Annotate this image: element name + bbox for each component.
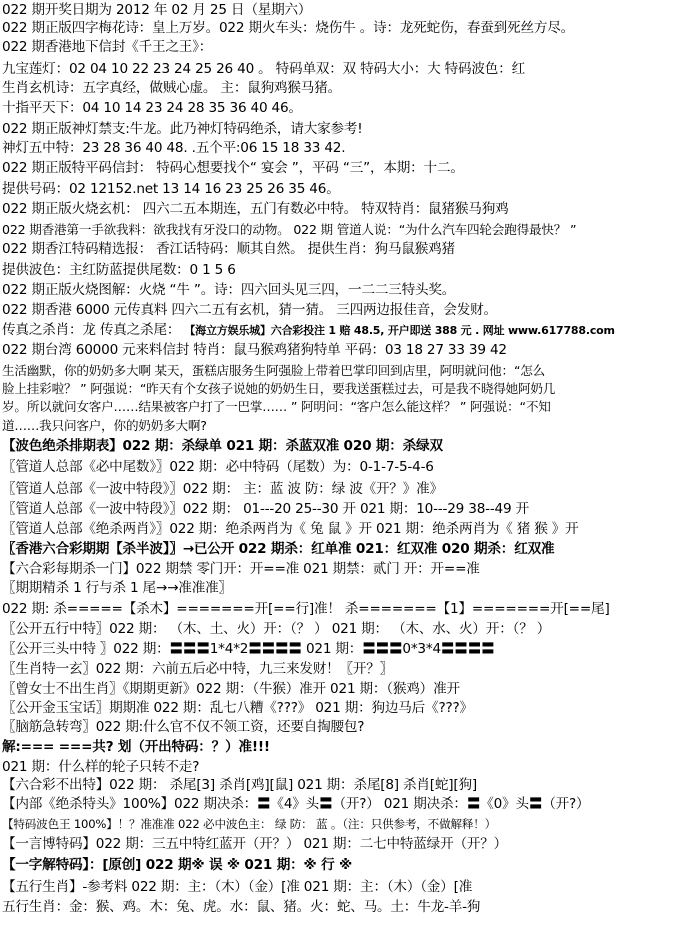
provided-numbers-line: 提供号码：02 12152.net 13 14 16 23 25 26 35 46。 [2,181,340,197]
humor-line-2: 脸上挂彩啦？ ” 阿强说：“昨天有个女孩子说她的奶奶生日，要我送蛋糕过去，可是我不晓得她阿奶几 [2,381,556,396]
no-special-line: 【六合彩不出特】022 期： 杀尾[3] 杀肖[鸡][鼠] 021 期：杀尾[8] 杀肖[蛇][狗] [2,777,478,793]
five-element-zodiac-line: 【五行生肖】-参考料 022 期：主：（木）（金）[准 021 期：主：（木）（金）[准 [2,879,473,895]
jade-words-line: 〖公开金玉宝话〗期期准 022 期：乱七八糟《???》 021 期：狗边马后《???》 [2,700,473,716]
zodiac-mystery-line: 〖生肖特一玄〗022 期：六前五后必中特，九三来发财！〖开？〗 [2,661,394,677]
ms-zeng-line: 〖曾女士不出生肖〗《期期更新》022 期：（牛猴）准开 021 期：（猴鸡）准开 [2,681,460,697]
humor-line-4: 道……我只问客户，你的奶奶多大啊? [2,418,207,433]
ten-finger-line: 十指平天下：04 10 14 23 24 28 35 36 40 46。 [2,100,302,116]
fire-mystery-line: 022 期正版火烧玄机： 四六二五本期连，五门有数必中特。 特双特肖：鼠猪猴马狗鸡 [2,201,509,217]
hk-first-hand-line: 022 期香港第一手欲我料：欲我找有牙没口的动物。 022 期 管道人说：“为什么汽车四轮会跑得最快？ ” [2,222,577,237]
kill-two-line: 〖管道人总部《绝杀两肖》〗022 期：绝杀两肖为《 兔 鼠 》开 021 期：绝杀两肖为《 猪 猴 》开 [2,521,579,537]
taiwan-envelope-line: 022 期台湾 60000 元来料信封 特肖：鼠马猴鸡猪狗特单 平码：03 18 27 33 39 42 [2,342,507,358]
wave-king-line: 【特码波色王 100%】！？准准准 022 必中波色主： 绿 防： 蓝 。（注：只供参考，不做解释！） [2,817,497,831]
brain-teaser-line: 〖脑筋急转弯〗022 期:什么官不仅不领工资，还要自掏腰包? [2,719,365,735]
flat-code-envelope-line: 022 期正版特平码信封： 特码心想要找个“ 宴会 ”，平码 “三”，本期：十二。 [2,160,464,176]
one-wave-line: 〖管道人总部《一波中特段》〗022 期： 主：蓝 波 防：绿 波《开？》准》 [2,481,443,497]
lamp-ban-line: 022 期正版神灯禁支:牛龙。此乃神灯特码绝杀，请大家参考! [2,121,363,137]
half-wave-line: 〖香港六合彩期期【杀半波】〗→已公开 022 期杀：红单准 021：红双准 020 期杀：红双准 [2,541,555,557]
lamp-five-line: 神灯五中特：23 28 36 40 48. .五个平:06 15 18 33 42. [2,140,346,156]
nine-lamp-line: 九宝莲灯：02 04 10 22 23 24 25 26 40 。 特码单双：双 特码大小：大 特码波色：红 [2,61,525,77]
fax-kill-text: 传真之杀肖：龙 传真之杀尾： [2,322,181,338]
three-head-line: 〖公开三头中特 〗022 期：〓〓〓1*4*2〓〓〓〓 021 期：〓〓〓0*3*4〓〓〓〓 [2,641,495,657]
humor-line-3: 岁。所以就问女客户……结果被客户打了一巴掌…… ” 阿明问：“客户怎么能这样？ ” 阿强说：“不知 [2,399,551,414]
fax-kill-line [2,322,686,339]
one-char-line: 【一字解特码】：[原创] 022 期※ 误 ※ 021 期：※ 行 ※ [2,857,353,873]
kill-wood-line: 022 期: 杀=====【杀木】=======开[==行]准！ 杀=======【1】=======开[==尾] [2,601,610,617]
zodiac-poem-line: 生肖玄机诗：五字真经，做贼心虚。 主：鼠狗鸡猴马猪。 [2,80,341,96]
kill-row-tail-line: 〖期期精杀 1 行与杀 1 尾→→准准准〗 [2,580,232,596]
one-wave-range-line: 〖管道人总部《一波中特段》〗022 期： 01---20 25--30 开 021 期：10---29 38--49 开 [2,501,529,517]
envelope-title-line: 022 期香港地下信封《千王之王》： [2,39,213,55]
ad-banner[interactable]: 【海立方娱乐城】六合彩投注 1 赔 48.5, 开户即送 388 元 . 网址 www.617788.com [184,324,615,337]
teaser-answer-line: 解:=== ===共? 划（开出特码：？）准!!! [2,739,270,755]
kill-door-line: 【六合彩每期杀一门】022 期禁 零门开：开==准 021 期禁：贰门 开：开==准 [2,561,480,577]
draw-date-line: 022 期开奖日期为 2012 年 02 月 25 日（星期六） [2,2,312,18]
five-element-line: 〖公开五行中特〗022 期： （木、土、火）开：（？ ） 021 期： （木、水、火）开：（？ ） [2,621,551,637]
wave-color-line: 提供波色：主红防蓝提供尾数：0 1 5 6 [2,262,236,278]
hk-fax-line: 022 期香港 6000 元传真料 四六二五有玄机，猜一猜。 三四两边报佳音，会发财。 [2,302,497,318]
kill-head-line: 【内部《绝杀特头》100%】022 期决杀：〓《4》头〓（开?） 021 期决杀：〓《0》头〓（开?） [2,796,590,812]
tail-number-line: 〖管道人总部《必中尾数》〗022 期：必中特码（尾数）为：0-1-7-5-4-6 [2,459,434,475]
fire-diagram-line: 022 期正版火烧图解：火烧 “牛 ”。诗：四六回头见三四，一二二三特头奖。 [2,282,456,298]
teaser-021-line: 021 期：什么样的轮子只转不走? [2,759,200,775]
five-element-list-line: 五行生肖：金：猴、鸡。木：兔、虎。水：鼠、猪。火：蛇、马。土：牛龙-羊-狗 [2,899,481,915]
one-word-bet-line: 【一言博特码】022 期：三五中特红蓝开（开？） 021 期：二七中特蓝绿开（开？） [2,836,508,852]
xiangjiang-line: 022 期香江特码精选报： 香江话特码：顺其自然。 提供生肖：狗马鼠猴鸡猪 [2,241,455,257]
humor-line-1: 生活幽默，你的奶奶多大啊 某天，蛋糕店服务生阿强脸上带着巴掌印回到店里，阿明就问他：“怎么 [2,363,546,378]
wave-kill-table-line: 【波色绝杀排期表】022 期：杀绿单 021 期：杀蓝双准 020 期：杀绿双 [2,438,443,454]
plum-poem-line: 022 期正版四字梅花诗：皇上万岁。022 期火车头：烧伤牛 。诗：龙死蛇伤，春蚕到死丝方尽。 [2,20,575,36]
